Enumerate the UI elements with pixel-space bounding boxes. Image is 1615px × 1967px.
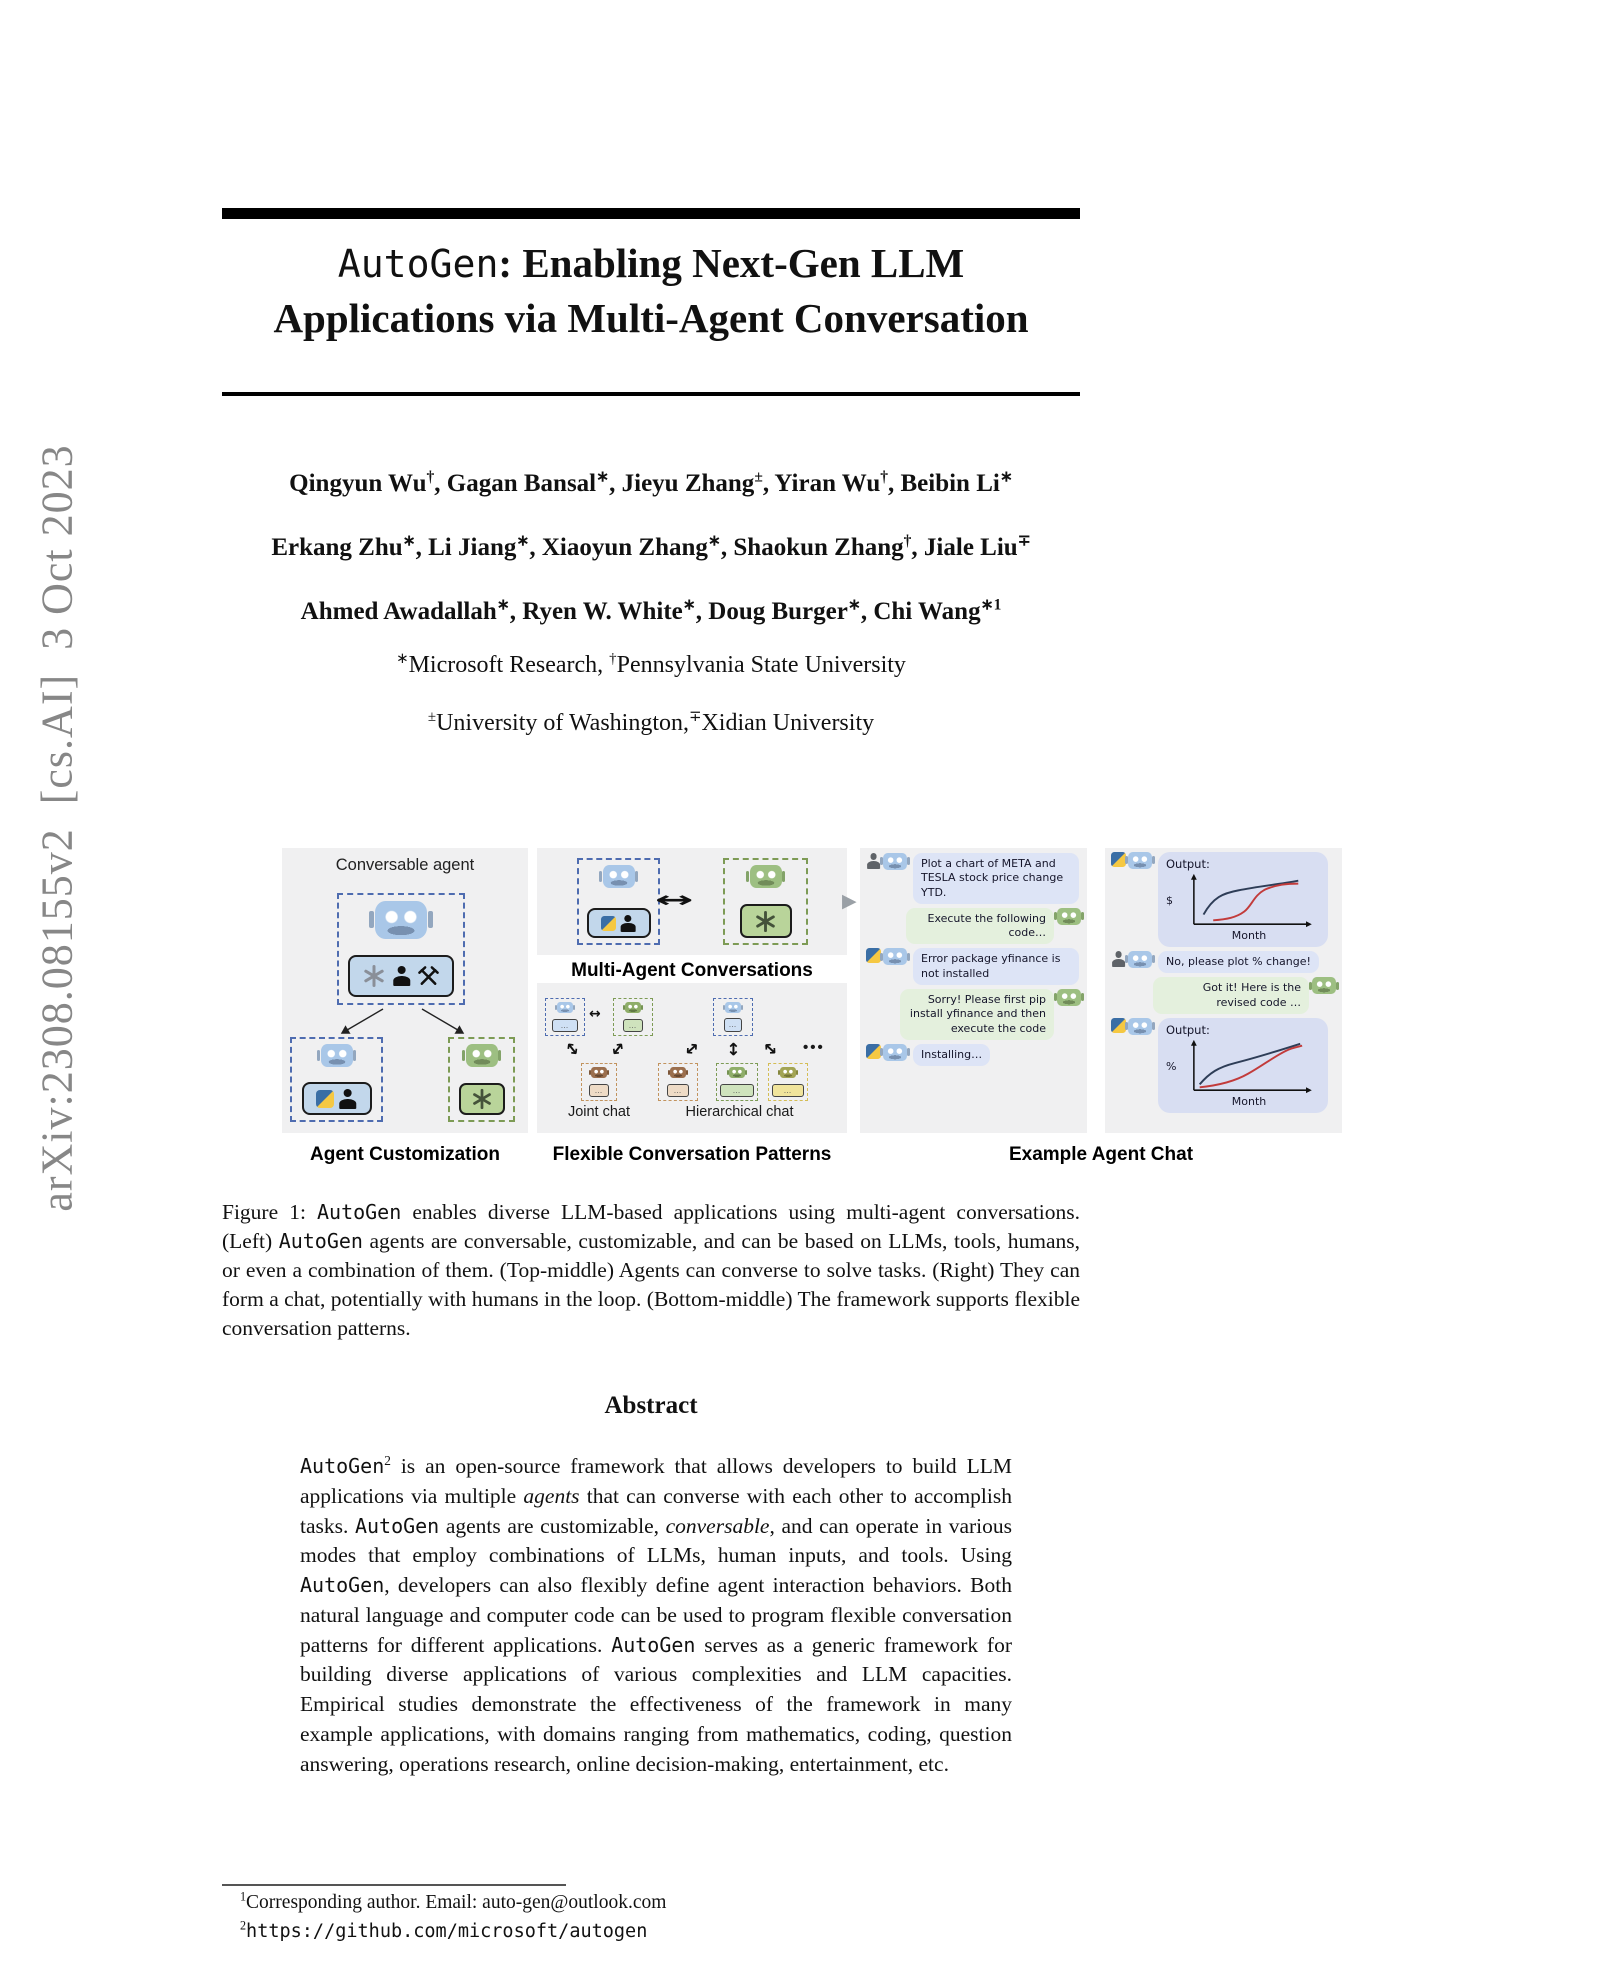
output-label: Output: (1166, 1022, 1210, 1037)
robot-olive-icon (780, 1067, 796, 1078)
python-logo-icon (866, 948, 881, 963)
figure-1-caption: Figure 1: AutoGen enables diverse LLM-based applications using multi-agent conversations. (Left) AutoGen agents are conversable, customizable, and can be based on LLMs, tools, humans, or even a combination of them. (Top-middle) Agents can converse to solve tasks. (Right) They can form a chat, potentially with humans in the loop. (Bottom-middle) The framework supports flexible conversation patterns. (222, 1200, 1081, 1340)
output-bubble (1158, 1018, 1328, 1113)
author-line-1: Qingyun Wu†, Gagan Bansal∗, Jieyu Zhang±, Yiran Wu†, Beibin Li∗ (289, 468, 1013, 497)
double-arrow-icon: ↔ (605, 1037, 631, 1061)
author-line-2: Erkang Zhu∗, Li Jiang∗, Xiaoyun Zhang∗, Shaokun Zhang†, Jiale Liu∓ (271, 532, 1031, 561)
footnote-rule (222, 1884, 566, 1886)
chat-row (1111, 852, 1336, 947)
chat-bubble: No, please plot % change! (1158, 951, 1319, 973)
panel-agent-customization (282, 848, 528, 1133)
robot-green-icon (466, 1044, 498, 1067)
hierarchical-chat-label: Hierarchical chat (685, 1104, 794, 1120)
double-arrow-icon: ↔ (680, 1036, 705, 1062)
abstract-heading: Abstract (604, 1392, 698, 1419)
joint-agent-brown (581, 1063, 617, 1101)
double-arrow-icon: ↔ (758, 1036, 783, 1062)
message-box: … (589, 1084, 609, 1097)
joint-agent-green (613, 998, 653, 1036)
author-line-3: Ahmed Awadallah∗, Ryen W. White∗, Doug Burger∗, Chi Wang$^{∗1}$ (300, 596, 1002, 625)
hier-agent-brown (658, 1063, 698, 1101)
robot-green-icon (1057, 908, 1081, 925)
multi-agent-conversations-label: Multi-Agent Conversations (571, 960, 813, 981)
hier-agent-yellow (768, 1063, 808, 1101)
robot-blue-icon (1128, 951, 1152, 968)
robot-blue-icon (557, 1002, 573, 1013)
stock-price-chart (1166, 872, 1320, 942)
paper-title-line1: AutoGen: Enabling Next-Gen LLM (337, 240, 965, 286)
robot-blue-icon (883, 1044, 907, 1061)
output-bubble (1158, 852, 1328, 947)
output-label: Output: (1166, 857, 1210, 871)
capability-box-python-human (587, 908, 651, 938)
chat-bubble: Plot a chart of META and TESLA stock price change YTD. (913, 853, 1079, 904)
robot-blue-icon (883, 853, 907, 870)
hier-agent-top (713, 998, 753, 1036)
capability-box-python-human (302, 1082, 372, 1115)
message-box: … (720, 1084, 754, 1097)
x-axis-label: Month (1231, 929, 1267, 942)
robot-blue-icon (725, 1002, 741, 1013)
pct-change-chart (1166, 1038, 1320, 1108)
joint-chat-label: Joint chat (567, 1104, 631, 1120)
x-axis-label: Month (1231, 1094, 1267, 1108)
panel-example-chat (860, 848, 1087, 1133)
llm-box (459, 1083, 505, 1115)
chat-row (866, 948, 1081, 985)
chat-row (866, 1044, 1081, 1066)
openai-logo-icon (754, 910, 777, 933)
y-axis-label: $ (1166, 894, 1173, 907)
python-logo-icon (866, 1044, 881, 1059)
robot-blue-icon (603, 865, 635, 888)
y-axis-label: % (1166, 1059, 1177, 1073)
agent-a-box (577, 858, 660, 945)
python-logo-icon (316, 1090, 334, 1108)
line-chart (1178, 872, 1318, 930)
conversable-agent-label: Conversable agent (335, 856, 475, 874)
double-arrow-icon: ↔ (654, 888, 694, 913)
caption-agent-customization: Agent Customization (310, 1144, 500, 1165)
python-logo-icon (601, 916, 616, 931)
chat-bubble: Error package yfinance is not installed (913, 948, 1079, 985)
caption-example-agent-chat: Example Agent Chat (1008, 1144, 1194, 1165)
message-box: … (772, 1084, 804, 1097)
footnote-corresponding-author: $^1$Corresponding author. Email: auto-gen@outlook.com (240, 1889, 667, 1913)
chat-row (866, 853, 1081, 904)
figure-1 (0, 848, 1615, 1170)
paper-title (222, 236, 1080, 347)
python-logo-icon (1111, 1018, 1126, 1033)
message-box: … (552, 1019, 578, 1032)
line-chart (1178, 1038, 1318, 1096)
affiliation-line-1: ∗Microsoft Research, †Pennsylvania State University (396, 651, 906, 678)
custom-agent-llm-human-box (290, 1037, 383, 1122)
panel-connector-arrow-icon: ▶ (842, 891, 857, 912)
arxiv-sidebar-label: arXiv:2308.08155v2 [cs.AI] 3 Oct 2023 (32, 444, 82, 1212)
robot-blue-icon (1128, 852, 1152, 869)
robot-green-icon (1057, 989, 1081, 1006)
chat-bubble: Got it! Here is the revised code … (1153, 977, 1309, 1014)
message-box: … (667, 1084, 689, 1097)
caption-flexible-patterns: Flexible Conversation Patterns (552, 1144, 832, 1165)
robot-blue-icon (1128, 1018, 1152, 1035)
panel-multi-agent-conversations (537, 848, 847, 955)
python-logo-icon (1111, 852, 1126, 867)
message-box: … (724, 1018, 742, 1032)
hier-agent-green (716, 1063, 758, 1101)
agent-b-box (723, 858, 808, 945)
human-icon (866, 853, 881, 869)
chat-row (866, 908, 1081, 945)
robot-green-icon (750, 865, 782, 888)
affiliation-line-2: ±University of Washington,∓Xidian University (427, 709, 875, 736)
robot-brown-icon (591, 1067, 607, 1078)
chat-bubble: Installing… (913, 1044, 990, 1066)
llm-box (740, 904, 792, 938)
chat-row (1111, 977, 1336, 1014)
more-patterns-dots: ••• (803, 1039, 825, 1056)
paper-title-line2: Applications via Multi-Agent Conversation (273, 295, 1029, 342)
joint-agent-blue (545, 998, 585, 1036)
chat-row (1111, 951, 1336, 973)
double-arrow-icon: ↔ (723, 1041, 744, 1057)
robot-brown-icon (670, 1067, 686, 1078)
human-icon (338, 1089, 357, 1109)
chat-row (1111, 1018, 1336, 1113)
human-icon (620, 915, 636, 932)
abstract-body: AutoGen$^2$ is an open-source framework that allows developers to build LLM applications via multiple agents that can converse with each other to accomplish tasks. AutoGen agents are customizable, conversable, and can operate in various modes that employ combinations of LLMs, human inputs, and tools. Using AutoGen, developers can also flexibly define agent interaction behaviors. Both natural language and computer code can be used to program flexible conversation patterns for different applications. AutoGen serves as a generic framework for building diverse applications of various complexities and LLM capacities. Empirical studies demonstrate the effectiveness of the framework in many example applications, with domains ranging from mathematics, coding, question answering, operations research, online decision-making, entertainment, etc. (300, 1452, 1013, 1776)
robot-blue-icon (321, 1044, 353, 1067)
title-rule (222, 392, 1080, 396)
human-icon (1111, 951, 1126, 967)
double-arrow-icon: ↔ (559, 1037, 585, 1061)
chat-bubble: Execute the following code… (906, 908, 1054, 945)
robot-green-icon (625, 1002, 641, 1013)
panel-conversation-patterns (537, 983, 847, 1133)
chat-row (866, 989, 1081, 1040)
robot-green-icon (1312, 977, 1336, 994)
openai-logo-icon (471, 1088, 493, 1110)
robot-green-icon (729, 1067, 745, 1078)
top-rule (222, 208, 1080, 219)
footnote-github-link[interactable]: $^2$https://github.com/microsoft/autogen (240, 1918, 648, 1942)
chat-bubble: Sorry! Please first pip install yfinance and then execute the code (900, 989, 1054, 1040)
panel-example-output (1105, 848, 1342, 1133)
robot-blue-icon (883, 948, 907, 965)
message-box: … (623, 1019, 643, 1032)
custom-agent-llm-box (448, 1037, 515, 1122)
double-arrow-icon: ↔ (589, 1006, 601, 1022)
